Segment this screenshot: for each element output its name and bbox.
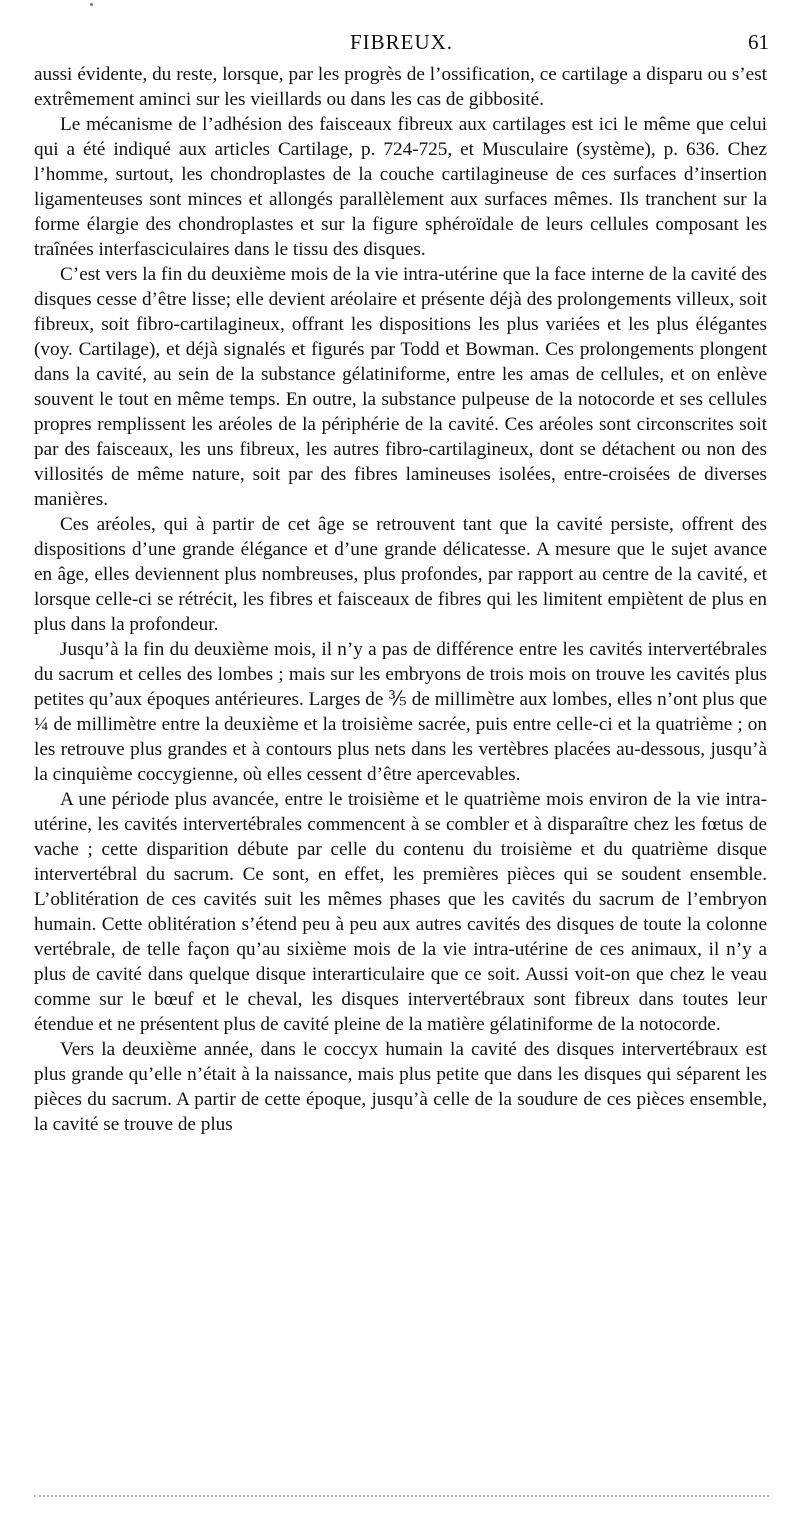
paragraph-obliteration: A une période plus avancée, entre le troisième et le quatrième mois environ de la vie intra-utérine, les cavités intervertébrales commencent à se combler et à disparaître chez les fœtus de vache ; cette disparition débute par celle du contenu du troisième et du quatrième disque intervertébral du sacrum. Ce sont, en effet, les premières pièces qui se soudent ensemble. L’oblitération de ces cavités suit les mêmes phases que les cavités du sacrum de l’embryon humain. Cette oblitération s’étend peu à peu aux autres cavités des disques de toute la colonne vertébrale, de telle façon qu’au sixième mois de la vie intra-utérine de ces animaux, il n’y a plus de cavité dans quelque disque interarticulaire que ce soit. Aussi voit-on que chez le veau comme sur le bœuf et le cheval, les disques intervertébraux sont fibreux dans toutes leur étendue et ne présentent plus de cavité pleine de la matière gélatiniforme de la notocorde. xyxy=(34,789,767,1035)
paragraph-second-year: Vers la deuxième année, dans le coccyx humain la cavité des disques intervertébraux est plus grande qu’elle n’était à la naissance, mais plus petite que dans les disques qui séparent les pièces du sacrum. A partir de cette époque, jusqu’à celle de la soudure de ces pièces ensemble, la cavité se trouve de plus xyxy=(34,1039,767,1135)
paragraph-areoles: Ces aréoles, qui à partir de cet âge se retrouvent tant que la cavité persiste, offrent des dispositions d’une grande élégance et d’une grande délicatesse. A mesure que le sujet avance en âge, elles deviennent plus nombreuses, plus profondes, par rapport au centre de la cavité, et lorsque celle-ci se rétrécit, les fibres et faisceaux de fibres qui les limitent empiètent de plus en plus dans la profondeur. xyxy=(34,514,767,635)
running-title: FIBREUX. xyxy=(349,30,454,54)
paragraph-adhesion-mechanism: Le mécanisme de l’adhésion des faisceaux fibreux aux cartilages est ici le même que celui qui a été indiqué aux articles Cartilage, p. 724-725, et Musculaire (système), p. 636. Chez l’homme, surtout, les chondroplastes de la couche cartilagineuse de ces surfaces d’insertion ligamenteuses sont minces et allongés parallèlement aux surfaces mêmes. Ils tranchent sur la forme élargie des chondroplastes et sur la figure sphéroïdale de leurs cellules composant les traînées interfasciculaires dans le tissu des disques. xyxy=(34,114,767,260)
body-text xyxy=(34,62,767,1137)
page-header xyxy=(34,30,769,58)
paragraph-second-month: Jusqu’à la fin du deuxième mois, il n’y a pas de différence entre les cavités intervertébrales du sacrum et celles des lombes ; mais sur les embryons de trois mois on trouve les cavités plus petites qu’aux époques antérieures. Larges de ⅗ de millimètre aux lombes, elles n’ont plus que ¼ de millimètre entre la deuxième et la troisième sacrée, puis entre celle-ci et la quatrième ; on les retrouve plus grandes et à contours plus nets dans les vertèbres placées au-dessous, jusqu’à la cinquième coccygienne, où elles cessent d’être apercevables. xyxy=(34,639,767,785)
page-number: 61 xyxy=(748,30,769,54)
paragraph-continued: aussi évidente, du reste, lorsque, par les progrès de l’ossification, ce cartilage a disparu ou s’est extrêmement aminci sur les vieillards ou dans les cas de gibbosité. xyxy=(34,64,767,110)
paragraph-areolar-surface: C’est vers la fin du deuxième mois de la vie intra-utérine que la face interne de la cavité des disques cesse d’être lisse; elle devient aréolaire et présente déjà des prolongements villeux, soit fibreux, soit fibro-cartilagineux, offrant les dispositions les plus variées et les plus élégantes (voy. Cartilage), et déjà signalés et figurés par Todd et Bowman. Ces prolongements plongent dans la cavité, au sein de la substance gélatiniforme, entre les amas de cellules, et on enlève souvent le tout en même temps. En outre, la substance pulpeuse de la notocorde et ses cellules propres remplissent les aréoles de la périphérie de la cavité. Ces aréoles sont circonscrites soit par des faisceaux, les uns fibreux, les autres fibro-cartilagineux, dont se détachent ou non des villosités de même nature, soit par des fibres lamineuses isolées, entre-croisées de diverses manières. xyxy=(34,264,767,510)
print-speck xyxy=(90,3,93,6)
footer-dotted-rule xyxy=(34,1495,769,1497)
